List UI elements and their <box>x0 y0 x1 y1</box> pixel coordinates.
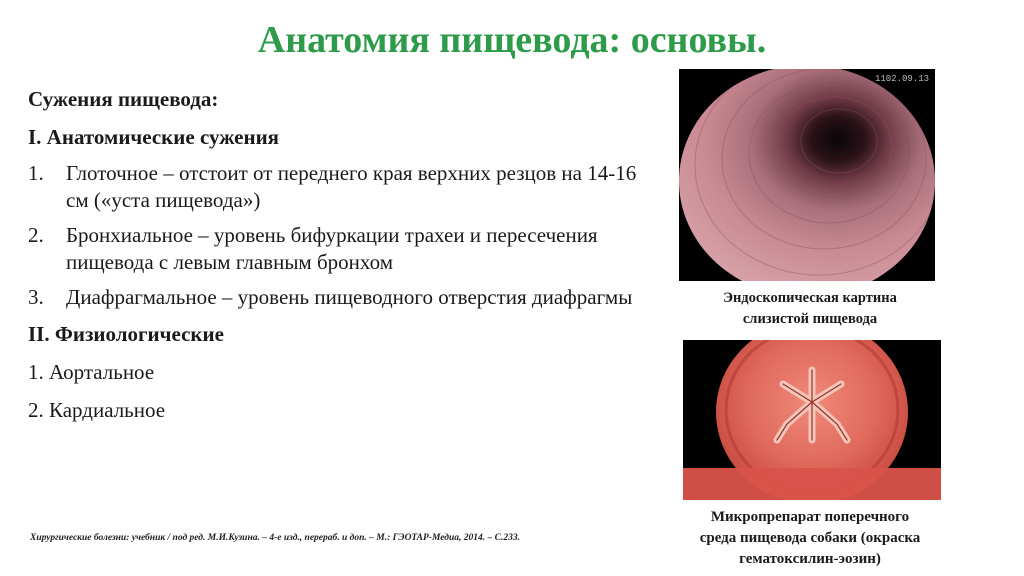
reference-citation: Хирургические болезни: учебник / под ред. М.И.Кузина. – 4-е изд., перераб. и доп. – М.: ГЭОТАР-Медиа, 2014. – С.233. <box>30 533 520 543</box>
physiological-item: 2. Кардиальное <box>28 398 166 422</box>
list-number: 3. <box>28 285 44 309</box>
endoscopy-overlay-text: 1102.09.13 <box>874 74 929 84</box>
endoscopy-caption <box>670 288 950 330</box>
list-number: 2. <box>28 223 44 247</box>
list-item <box>28 160 648 214</box>
caption-line: Микропрепарат поперечного <box>710 509 910 525</box>
list-text: Глоточное – отстоит от переднего края верхних резцов на 14-16 см («уста пищевода») <box>66 161 637 212</box>
physiological-heading: II. Физиологические <box>28 322 224 346</box>
page-title: Анатомия пищевода: основы. <box>257 19 767 61</box>
caption-line: слизистой пищевода <box>742 311 878 327</box>
histology-image <box>683 340 941 500</box>
list-number: 1. <box>28 161 44 185</box>
histology-caption <box>650 507 970 570</box>
caption-line: среда пищевода собаки (окраска <box>699 530 921 546</box>
physiological-item: 1. Аортальное <box>28 360 155 384</box>
narrowings-heading: Сужения пищевода: <box>28 87 219 111</box>
anatomical-heading: I. Анатомические сужения <box>28 125 280 149</box>
list-item <box>28 222 648 276</box>
list-item <box>28 284 648 311</box>
caption-line: гематоксилин-эозин) <box>739 551 881 567</box>
endoscopy-image <box>679 69 935 281</box>
list-text: Бронхиальное – уровень бифуркации трахеи и пересечения пищевода с левым главным бронхом <box>66 223 598 274</box>
list-text: Диафрагмальное – уровень пищеводного отверстия диафрагмы <box>66 285 633 309</box>
content-left <box>28 84 648 433</box>
caption-line: Эндоскопическая картина <box>723 290 897 306</box>
